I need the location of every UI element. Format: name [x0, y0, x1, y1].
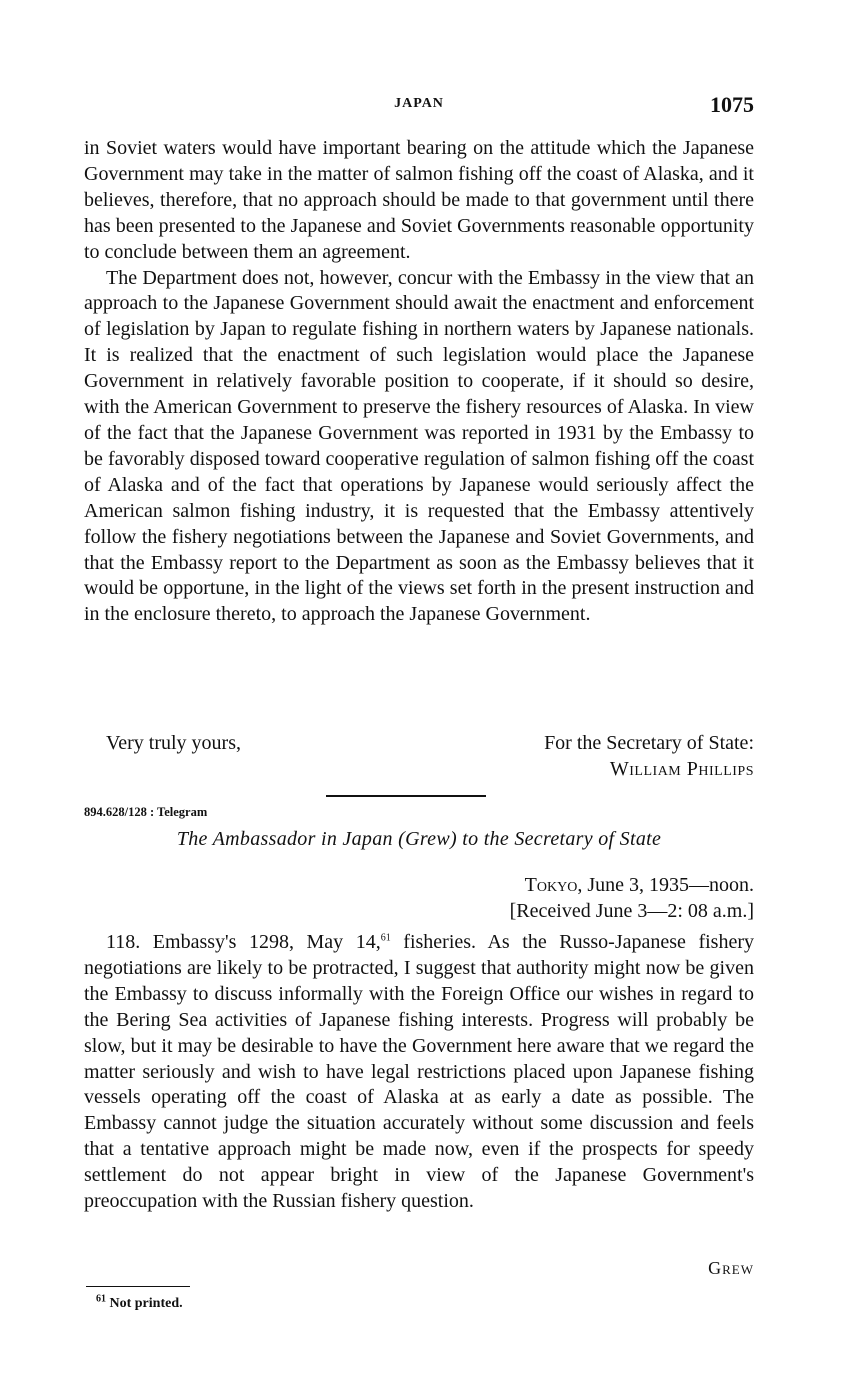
dateline-date: , June 3, 1935—noon. [577, 874, 754, 896]
telegram-body [84, 930, 754, 1215]
telegram-body-rest: fisheries. As the Russo-Japanese fishery negotiations are likely to be protracted, I suggest that authority might now be given the Embassy to discuss informally with the Foreign Office our wishes in regard to the Bering Sea activities of Japanese fishing interests. Progress will probably be slow, but it may be desirable to have the Government here aware that we regard the matter seriously and wish to have legal restrictions placed upon Japanese fishing vessels operating off the coast of Alaska at as early a date as possible. The Embassy cannot judge the situation accurately without some discussion and feels that a tentative approach might be made now, even if the prospects for speedy settlement do not appear bright in view of the Japanese Government's preoccupation with the Russian fishery question. [84, 931, 754, 1213]
signer-name: William Phillips [609, 758, 754, 780]
footnote-marker: 61 [96, 1293, 106, 1305]
document-title: The Ambassador in Japan (Grew) to the Secretary of State [176, 828, 662, 850]
footnote-reference: 61 [380, 932, 391, 944]
paragraph-continued: in Soviet waters would have important bearing on the attitude which the Japanese Government may take in the matter of salmon fishing off the coast of Alaska, and it believes, therefore, that no approach should be made to that government until there has been presented to the Japanese and Soviet Governments reasonable opportunity to conclude between them an agreement. [84, 137, 754, 263]
received-line: [Received June 3—2: 08 a.m.] [509, 900, 754, 922]
dateline-place: Tokyo [524, 874, 578, 896]
signed-for-line: For the Secretary of State: [544, 732, 754, 754]
instruction-body [84, 136, 754, 628]
file-reference: 894.628/128 : Telegram [84, 805, 208, 819]
telegram-paragraph [84, 930, 754, 1215]
page-number: 1075 [710, 92, 754, 117]
closing-salutation: Very truly yours, [106, 732, 241, 754]
footnote-divider [86, 1286, 190, 1287]
running-head [84, 92, 754, 122]
footnote [96, 1293, 183, 1312]
telegram-signature: Grew [708, 1258, 754, 1278]
dateline [525, 874, 754, 897]
paragraph: The Department does not, however, concur with the Embassy in the view that an approach to the Japanese Government should await the enactment and enforcement of legislation by Japan to regulate fishing in northern waters by Japanese nationals. It is realized that the enactment of such legislation would place the Japanese Government in relatively favorable position to cooperate, if it should so desire, with the American Government to preserve the fishery resources of Alaska. In view of the fact that the Japanese Government was reported in 1931 by the Embassy to be favorably disposed toward cooperative regulation of salmon fishing off the coast of Alaska and of the fact that operations by Japanese would seriously affect the American salmon fishing industry, it is requested that the Embassy attentively follow the fishery negotiations between the Japanese and Soviet Governments, and that the Embassy report to the Department as soon as the Embassy believes that it would be opportune, in the light of the views set forth in the present instruction and in the enclosure thereto, to approach the Japanese Government. [84, 266, 754, 626]
footnote-text: Not printed. [106, 1296, 183, 1311]
telegram-body-start: 118. Embassy's 1298, May 14, [106, 931, 381, 953]
running-title: JAPAN [394, 96, 444, 111]
section-divider [326, 795, 486, 797]
